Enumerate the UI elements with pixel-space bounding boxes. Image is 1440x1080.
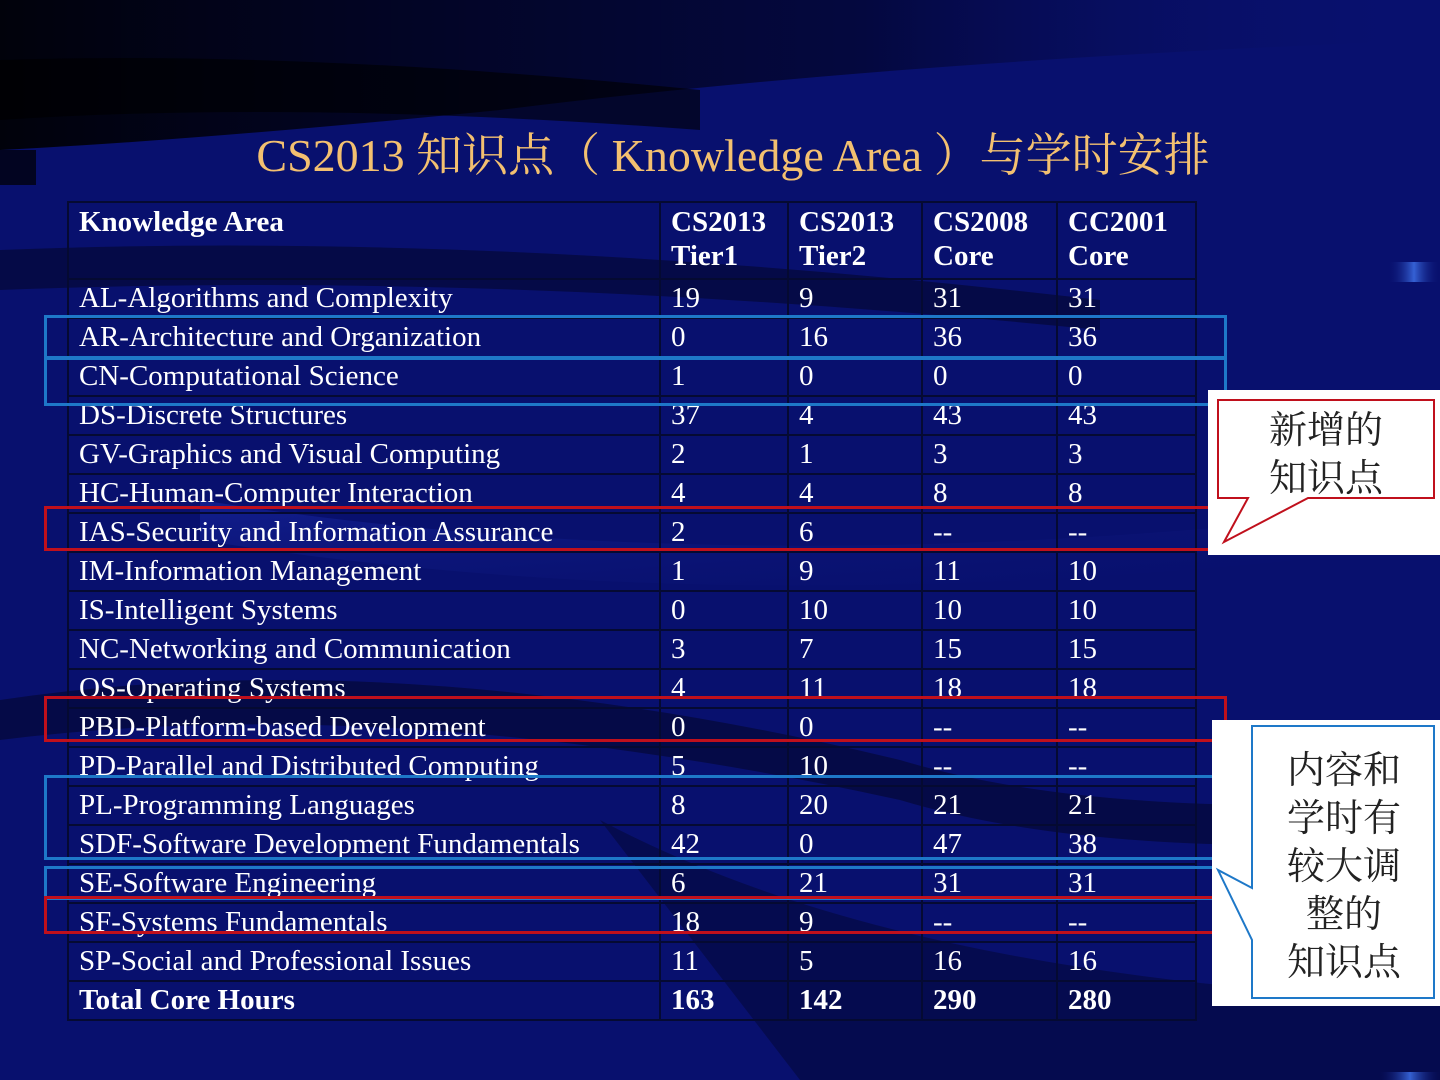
cell-knowledge-area: GV-Graphics and Visual Computing: [68, 435, 660, 474]
cell-cs2008-core: --: [922, 903, 1057, 942]
callout-new-areas: [1208, 390, 1440, 555]
cell-knowledge-area: SP-Social and Professional Issues: [68, 942, 660, 981]
cell-cs2013-tier1: 4: [660, 474, 788, 513]
total-cs2013-tier1: 163: [660, 981, 788, 1020]
cell-cs2013-tier1: 42: [660, 825, 788, 864]
cell-cs2013-tier2: 1: [788, 435, 922, 474]
cell-cs2013-tier2: 11: [788, 669, 922, 708]
cell-knowledge-area: SF-Systems Fundamentals: [68, 903, 660, 942]
cell-knowledge-area: AR-Architecture and Organization: [68, 318, 660, 357]
cell-cc2001-core: 8: [1057, 474, 1196, 513]
cell-cs2008-core: 31: [922, 864, 1057, 903]
highlight-box-ias: [44, 506, 1227, 551]
cell-cs2013-tier2: 5: [788, 942, 922, 981]
cell-cs2013-tier1: 19: [660, 279, 788, 318]
cell-cs2008-core: 0: [922, 357, 1057, 396]
total-row: [68, 981, 1196, 1020]
cell-cc2001-core: 43: [1057, 396, 1196, 435]
cell-cs2008-core: --: [922, 513, 1057, 552]
callout-new-text: 新增的 知识点: [1268, 408, 1383, 500]
cell-cs2013-tier2: 9: [788, 903, 922, 942]
cell-cs2013-tier1: 0: [660, 591, 788, 630]
cell-cc2001-core: --: [1057, 747, 1196, 786]
cell-cs2013-tier1: 0: [660, 318, 788, 357]
cell-cs2013-tier2: 10: [788, 591, 922, 630]
cell-cc2001-core: --: [1057, 708, 1196, 747]
cell-cs2013-tier1: 1: [660, 552, 788, 591]
total-cs2008-core: 290: [922, 981, 1057, 1020]
cell-knowledge-area: PD-Parallel and Distributed Computing: [68, 747, 660, 786]
header-cc2001-core: CC2001 Core: [1057, 202, 1196, 279]
cell-knowledge-area: CN-Computational Science: [68, 357, 660, 396]
cell-knowledge-area: IAS-Security and Information Assurance: [68, 513, 660, 552]
header-cs2013-tier1: CS2013 Tier1: [660, 202, 788, 279]
cell-cs2013-tier2: 10: [788, 747, 922, 786]
cell-cs2013-tier2: 4: [788, 474, 922, 513]
highlight-box-pbd-pd: [44, 696, 1227, 742]
cell-knowledge-area: IS-Intelligent Systems: [68, 591, 660, 630]
cell-cs2013-tier2: 9: [788, 279, 922, 318]
cell-cc2001-core: 10: [1057, 591, 1196, 630]
cell-cs2008-core: 16: [922, 942, 1057, 981]
cell-cs2008-core: 15: [922, 630, 1057, 669]
highlight-box-cn: [44, 356, 1227, 406]
cell-cs2013-tier2: 4: [788, 396, 922, 435]
cell-knowledge-area: AL-Algorithms and Complexity: [68, 279, 660, 318]
highlight-box-ar: [44, 315, 1227, 360]
total-cc2001-core: 280: [1057, 981, 1196, 1020]
cell-knowledge-area: SDF-Software Development Fundamentals: [68, 825, 660, 864]
cell-cc2001-core: 36: [1057, 318, 1196, 357]
header-cs2013-tier2: CS2013 Tier2: [788, 202, 922, 279]
cell-cs2013-tier2: 6: [788, 513, 922, 552]
table-row: [68, 942, 1196, 981]
cell-cs2008-core: 43: [922, 396, 1057, 435]
cell-cs2008-core: --: [922, 747, 1057, 786]
callout-adjusted-text: 内容和 学时有 较大调 整的 知识点: [1286, 748, 1401, 984]
cell-cs2008-core: 31: [922, 279, 1057, 318]
cell-cc2001-core: 0: [1057, 357, 1196, 396]
cell-knowledge-area: HC-Human-Computer Interaction: [68, 474, 660, 513]
cell-knowledge-area: PBD-Platform-based Development: [68, 708, 660, 747]
cell-cs2013-tier2: 0: [788, 708, 922, 747]
cell-cc2001-core: 16: [1057, 942, 1196, 981]
cell-knowledge-area: SE-Software Engineering: [68, 864, 660, 903]
cell-cs2013-tier1: 1: [660, 357, 788, 396]
highlight-box-sf: [44, 896, 1227, 934]
cell-knowledge-area: PL-Programming Languages: [68, 786, 660, 825]
cell-cs2008-core: 11: [922, 552, 1057, 591]
table-row: [68, 630, 1196, 669]
cell-cs2013-tier2: 20: [788, 786, 922, 825]
highlight-box-se: [44, 866, 1227, 900]
cell-cc2001-core: 21: [1057, 786, 1196, 825]
cell-cc2001-core: 15: [1057, 630, 1196, 669]
cell-cs2013-tier1: 37: [660, 396, 788, 435]
cell-cs2008-core: --: [922, 708, 1057, 747]
cell-cs2008-core: 21: [922, 786, 1057, 825]
cell-cc2001-core: --: [1057, 513, 1196, 552]
header-knowledge-area: Knowledge Area: [68, 202, 660, 279]
cell-cc2001-core: --: [1057, 903, 1196, 942]
cell-cs2008-core: 10: [922, 591, 1057, 630]
cell-cc2001-core: 38: [1057, 825, 1196, 864]
cell-cs2013-tier1: 2: [660, 435, 788, 474]
cell-cs2008-core: 47: [922, 825, 1057, 864]
cell-cs2008-core: 3: [922, 435, 1057, 474]
cell-cs2013-tier1: 18: [660, 903, 788, 942]
cell-cc2001-core: 31: [1057, 279, 1196, 318]
cell-knowledge-area: IM-Information Management: [68, 552, 660, 591]
cell-cc2001-core: 10: [1057, 552, 1196, 591]
slide-title: CS2013 知识点（ Knowledge Area ）与学时安排: [256, 130, 1210, 181]
cell-cs2013-tier2: 0: [788, 825, 922, 864]
cell-cs2013-tier2: 21: [788, 864, 922, 903]
cell-cs2008-core: 18: [922, 669, 1057, 708]
cell-cs2008-core: 8: [922, 474, 1057, 513]
cell-cs2013-tier1: 4: [660, 669, 788, 708]
table-header-row: [68, 202, 1196, 279]
highlight-box-pl-sdf: [44, 775, 1227, 860]
cell-cc2001-core: 3: [1057, 435, 1196, 474]
table-row: [68, 435, 1196, 474]
callout-adjusted-areas: [1212, 720, 1440, 1006]
table-row: [68, 279, 1196, 318]
cell-cs2013-tier1: 0: [660, 708, 788, 747]
cell-cs2013-tier2: 16: [788, 318, 922, 357]
cell-cs2013-tier1: 8: [660, 786, 788, 825]
table-row: [68, 552, 1196, 591]
table-row: [68, 591, 1196, 630]
cell-cs2013-tier2: 9: [788, 552, 922, 591]
cell-knowledge-area: DS-Discrete Structures: [68, 396, 660, 435]
total-knowledge-area: Total Core Hours: [68, 981, 660, 1020]
cell-cs2013-tier1: 3: [660, 630, 788, 669]
cell-knowledge-area: OS-Operating Systems: [68, 669, 660, 708]
cell-cs2013-tier1: 6: [660, 864, 788, 903]
cell-cs2008-core: 36: [922, 318, 1057, 357]
cell-cs2013-tier1: 11: [660, 942, 788, 981]
cell-cs2013-tier2: 0: [788, 357, 922, 396]
cell-cs2013-tier1: 2: [660, 513, 788, 552]
cell-knowledge-area: NC-Networking and Communication: [68, 630, 660, 669]
header-cs2008-core: CS2008 Core: [922, 202, 1057, 279]
total-cs2013-tier2: 142: [788, 981, 922, 1020]
cell-cs2013-tier2: 7: [788, 630, 922, 669]
cell-cc2001-core: 18: [1057, 669, 1196, 708]
cell-cs2013-tier1: 5: [660, 747, 788, 786]
cell-cc2001-core: 31: [1057, 864, 1196, 903]
